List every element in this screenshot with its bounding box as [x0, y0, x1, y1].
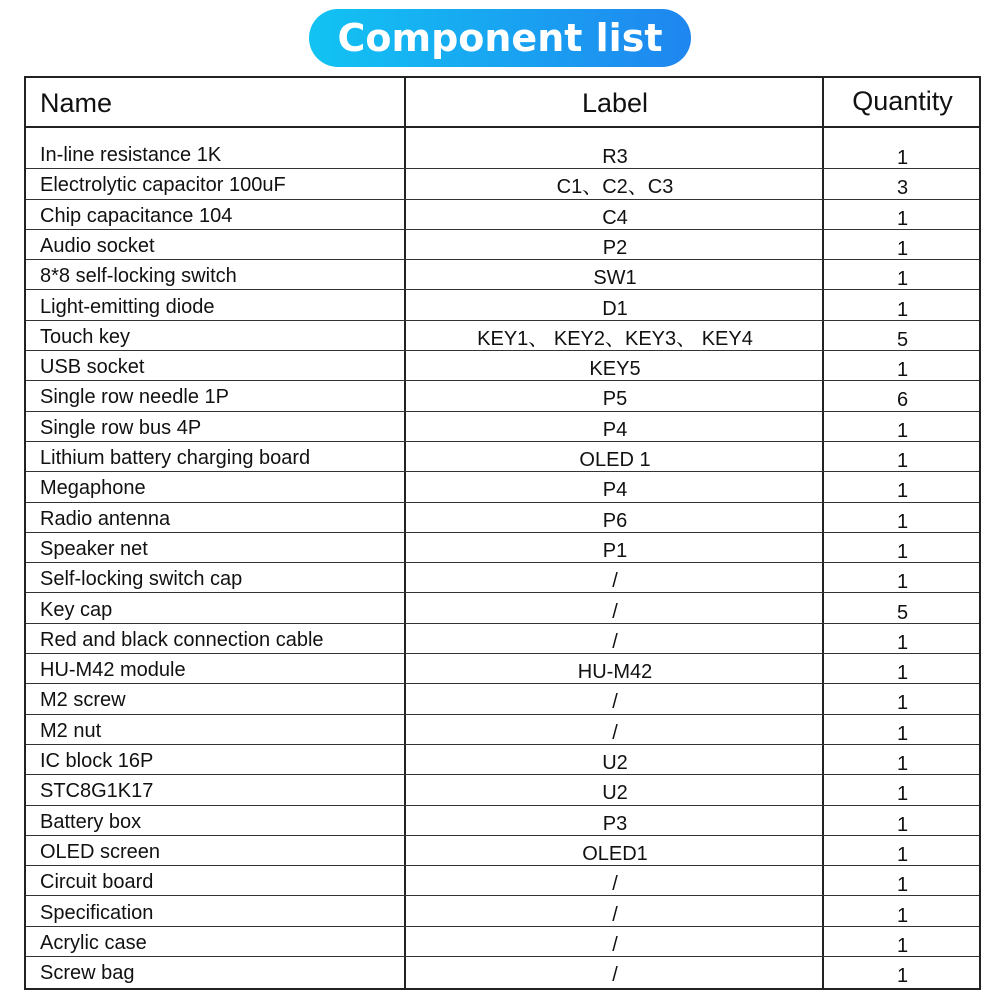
header-label: Label — [581, 88, 649, 118]
cell-label: U2 — [602, 752, 628, 774]
table-row — [26, 291, 979, 321]
cell-label: / — [612, 600, 618, 623]
cell-quantity: 1 — [896, 662, 909, 685]
table-row — [26, 442, 979, 472]
cell-quantity: 1 — [896, 359, 909, 382]
cell-name: Electrolytic capacitor 100uF — [40, 174, 286, 197]
cell-quantity: 5 — [896, 328, 909, 351]
cell-label: C4 — [602, 206, 628, 229]
cell-name: 8*8 self-locking switch — [40, 265, 237, 288]
cell-name: Audio socket — [40, 234, 155, 257]
cell-quantity: 1 — [896, 510, 909, 533]
cell-name: Red and black connection cable — [40, 628, 324, 651]
table-row — [26, 897, 979, 927]
cell-name: Light-emitting diode — [40, 295, 215, 318]
cell-label: / — [612, 964, 618, 987]
cell-name: STC8G1K17 — [40, 780, 154, 803]
cell-name: M2 screw — [40, 689, 126, 712]
table-row — [26, 775, 979, 805]
cell-quantity: 1 — [896, 480, 909, 503]
table-row — [26, 806, 979, 836]
cell-label: KEY5 — [589, 358, 641, 381]
cell-label: / — [612, 933, 618, 956]
cell-name: Circuit board — [40, 871, 154, 894]
cell-quantity: 1 — [896, 843, 909, 866]
cell-name: Acrylic case — [40, 931, 147, 954]
cell-name: Screw bag — [40, 962, 135, 985]
cell-name: Chip capacitance 104 — [40, 204, 233, 227]
table-row — [26, 169, 979, 199]
cell-name: OLED screen — [40, 840, 161, 863]
cell-label: KEY1、 KEY2、KEY3、 KEY4 — [477, 327, 753, 350]
cell-quantity: 1 — [896, 692, 909, 715]
cell-name: USB socket — [40, 356, 145, 379]
table-row — [26, 684, 979, 714]
cell-label: OLED 1 — [579, 449, 651, 471]
cell-quantity: 1 — [896, 419, 909, 442]
cell-name: Key cap — [40, 598, 113, 621]
cell-quantity: 1 — [896, 237, 909, 260]
cell-quantity: 1 — [896, 813, 909, 836]
table-row — [26, 624, 979, 654]
table-row — [26, 200, 979, 230]
cell-quantity: 1 — [896, 571, 909, 594]
cell-quantity: 1 — [896, 965, 909, 988]
cell-label: U2 — [602, 782, 628, 805]
cell-quantity: 1 — [896, 268, 909, 291]
cell-quantity: 1 — [896, 874, 909, 897]
cell-label: SW1 — [593, 267, 637, 290]
table-row — [26, 503, 979, 533]
page-title: Component list — [337, 16, 663, 60]
cell-name: IC block 16P — [40, 750, 154, 772]
cell-name: Speaker net — [40, 537, 148, 560]
cell-quantity: 1 — [896, 631, 909, 654]
cell-label: HU-M42 — [577, 661, 653, 684]
table-row — [26, 412, 979, 442]
cell-quantity: 3 — [896, 177, 909, 200]
cell-label: / — [612, 721, 618, 744]
header-name: Name — [40, 88, 113, 118]
cell-name: Single row bus 4P — [40, 416, 202, 439]
table-row — [26, 381, 979, 411]
cell-label: P2 — [602, 236, 628, 259]
cell-label: OLED1 — [582, 842, 648, 865]
component-table — [24, 76, 981, 990]
table-row — [26, 836, 979, 866]
cell-quantity: 1 — [896, 722, 909, 745]
cell-quantity: 1 — [896, 450, 909, 472]
cell-label: P5 — [602, 388, 628, 411]
cell-label: C1、C2、C3 — [556, 176, 674, 199]
table-row — [26, 715, 979, 745]
table-header-row — [26, 78, 979, 128]
cell-name: Self-locking switch cap — [40, 568, 243, 591]
table-row — [26, 533, 979, 563]
table-row — [26, 230, 979, 260]
cell-name: M2 nut — [40, 719, 102, 742]
table-row — [26, 594, 979, 624]
cell-name: Specification — [40, 901, 154, 924]
cell-quantity: 5 — [896, 601, 909, 624]
table-row — [26, 260, 979, 290]
cell-label: P1 — [602, 539, 628, 562]
cell-label: P6 — [602, 509, 628, 532]
cell-label: P3 — [602, 812, 628, 835]
table-row — [26, 654, 979, 684]
table-row — [26, 351, 979, 381]
cell-quantity: 1 — [896, 904, 909, 927]
cell-quantity: 1 — [896, 147, 909, 169]
cell-name: HU-M42 module — [40, 659, 186, 682]
cell-label: / — [612, 630, 618, 653]
cell-name: Lithium battery charging board — [40, 447, 311, 469]
cell-name: Megaphone — [40, 477, 146, 500]
cell-name: Touch key — [40, 325, 131, 348]
table-row — [26, 957, 979, 987]
table-row — [26, 927, 979, 957]
cell-label: / — [612, 903, 618, 926]
cell-name: In-line resistance 1K — [40, 144, 222, 166]
table-row — [26, 472, 979, 502]
table-row — [26, 321, 979, 351]
cell-label: D1 — [602, 297, 628, 320]
table-row — [26, 745, 979, 775]
table-row — [26, 563, 979, 593]
cell-name: Single row needle 1P — [40, 386, 230, 409]
cell-quantity: 1 — [896, 207, 909, 230]
page-title-banner — [309, 9, 691, 67]
cell-quantity: 1 — [896, 540, 909, 563]
cell-quantity: 6 — [896, 389, 909, 412]
cell-name: Radio antenna — [40, 507, 171, 530]
cell-quantity: 1 — [896, 783, 909, 806]
table-row — [26, 866, 979, 896]
cell-label: / — [612, 691, 618, 714]
cell-label: / — [612, 873, 618, 896]
cell-label: / — [612, 570, 618, 593]
table-row — [26, 139, 979, 169]
cell-label: P4 — [602, 479, 628, 502]
cell-label: R3 — [602, 146, 628, 168]
cell-quantity: 1 — [896, 934, 909, 957]
cell-name: Battery box — [40, 810, 142, 833]
header-quantity: Quantity — [852, 86, 953, 116]
cell-quantity: 1 — [896, 298, 909, 321]
cell-quantity: 1 — [896, 753, 909, 775]
cell-label: P4 — [602, 418, 628, 441]
